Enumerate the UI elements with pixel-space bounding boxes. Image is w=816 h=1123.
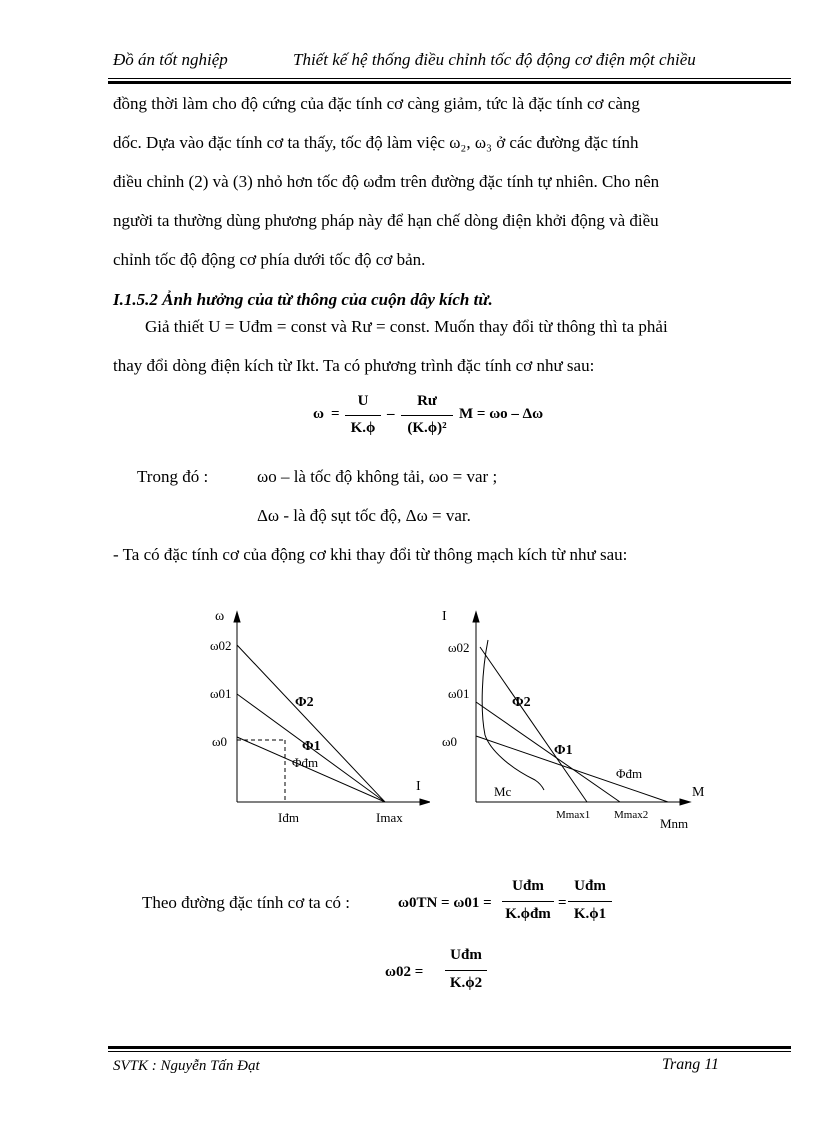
right-tick-w02: ω02	[448, 640, 470, 655]
intro-line: dốc. Dựa vào đặc tính cơ ta thấy, tốc độ làm việc ω₂, ω₃ ở các đường đặc tính	[113, 133, 639, 152]
eq3-lhs: ω02 =	[385, 964, 424, 980]
header-left: Đồ án tốt nghiệp	[113, 50, 228, 69]
footer-left: SVTK : Nguyễn Tấn Đạt	[113, 1058, 260, 1074]
right-y-axis-label: I	[442, 609, 447, 624]
eq1-num2: Rư	[417, 393, 437, 409]
left-tick-idm: Iđm	[278, 810, 299, 825]
left-x-arrow	[420, 799, 430, 805]
footer-rule-thick	[108, 1046, 791, 1049]
left-tick-imax: Imax	[376, 810, 403, 825]
eq1-num1: U	[357, 393, 369, 409]
right-label-phidm: Φđm	[616, 766, 643, 781]
body-line-2: thay đổi dòng điện kích từ Ikt. Ta có phương trình đặc tính cơ như sau:	[113, 356, 595, 375]
left-y-axis-label: ω	[215, 609, 225, 624]
eq1-den1: K.ϕ	[350, 420, 376, 436]
right-tick-w01: ω01	[448, 686, 470, 701]
right-tick-mmax2: Mmax2	[614, 809, 649, 821]
chart-right	[440, 600, 710, 840]
left-tick-w01: ω01	[210, 686, 232, 701]
intro-paragraph	[113, 84, 743, 279]
right-tick-mnm: Mnm	[660, 816, 689, 831]
left-x-axis-label: I	[416, 779, 421, 794]
eq2-fraction-bar	[502, 901, 554, 902]
right-x-arrow	[680, 799, 690, 805]
footer-rule-thin	[108, 1051, 791, 1052]
eq3-fraction-bar	[445, 970, 487, 971]
right-label-phi1: Φ1	[554, 743, 573, 758]
intro-line: chỉnh tốc độ động cơ phía dưới tốc độ cơ bản.	[113, 250, 426, 269]
right-tick-mmax1: Mmax1	[556, 809, 591, 821]
eq1-den2: (K.ϕ)²	[407, 420, 447, 436]
chart-intro: - Ta có đặc tính cơ của động cơ khi thay đổi từ thông mạch kích từ như sau:	[113, 545, 628, 564]
right-tick-w0: ω0	[442, 734, 458, 749]
right-x-axis-label: M	[692, 785, 705, 800]
where-label: Trong đó :	[137, 467, 209, 486]
left-tick-w02: ω02	[210, 638, 232, 653]
eq1-equals: =	[331, 406, 340, 422]
section-heading: I.1.5.2 Ảnh hưởng của từ thông của cuộn dây kích từ.	[113, 290, 493, 309]
left-label-phidm: Φđm	[292, 755, 319, 770]
eq2-equals: =	[558, 895, 567, 911]
eq1-fraction-bar	[345, 415, 381, 416]
right-label-mc: Mc	[494, 784, 512, 799]
eq3-den: K.ϕ2	[449, 975, 483, 991]
left-line-phi2	[237, 645, 385, 802]
eq1-fraction-bar-2	[401, 415, 453, 416]
header-rule-thin	[108, 78, 791, 79]
eq1-tail: M = ωo – Δω	[459, 406, 544, 422]
eq2-den1: K.ϕđm	[505, 906, 551, 922]
eq3-num: Uđm	[450, 947, 482, 963]
right-load-curve	[482, 640, 544, 790]
where-item-1: ωo – là tốc độ không tải, ωo = var ;	[257, 467, 498, 486]
eq2-num-2: Uđm	[574, 878, 606, 894]
left-label-phi2: Φ2	[295, 695, 314, 710]
left-tick-w0: ω0	[212, 734, 228, 749]
eq1-minus: –	[387, 406, 395, 422]
header-right: Thiết kế hệ thống điều chỉnh tốc độ động cơ điện một chiều	[293, 50, 696, 69]
theo-label: Theo đường đặc tính cơ ta có :	[142, 893, 350, 912]
eq1-omega: ω	[313, 406, 324, 422]
body-line-1: Giả thiết U = Uđm = const và Rư = const. Muốn thay đổi từ thông thì ta phải	[145, 317, 668, 336]
footer-right: Trang 11	[662, 1056, 720, 1073]
equation-3	[385, 947, 505, 999]
intro-line: đồng thời làm cho độ cứng của đặc tính cơ càng giảm, tức là đặc tính cơ càng	[113, 94, 640, 113]
right-label-phi2: Φ2	[512, 695, 531, 710]
chart-left	[200, 600, 430, 840]
right-y-arrow	[473, 612, 479, 622]
eq2-den2: K.ϕ1	[573, 906, 607, 922]
left-y-arrow	[234, 612, 240, 622]
eq2-num: Uđm	[512, 878, 544, 894]
intro-line: người ta thường dùng phương pháp này để hạn chế dòng điện khởi động và điều	[113, 211, 659, 230]
eq2-fraction-bar-2	[568, 901, 612, 902]
left-label-phi1: Φ1	[302, 739, 321, 754]
equation-2	[398, 878, 618, 930]
equation-1	[313, 393, 573, 443]
where-item-2: Δω - là độ sụt tốc độ, Δω = var.	[257, 506, 471, 525]
eq2-lhs: ω0TN = ω01 =	[398, 895, 492, 911]
intro-line: điều chỉnh (2) và (3) nhỏ hơn tốc độ ωđm trên đường đặc tính tự nhiên. Cho nên	[113, 172, 660, 191]
